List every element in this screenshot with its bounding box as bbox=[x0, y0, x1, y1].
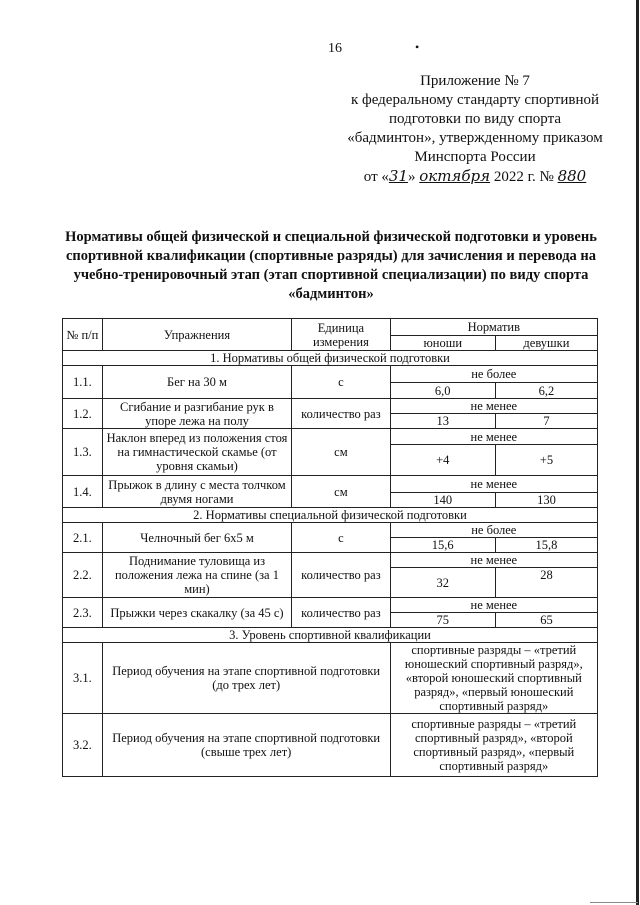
row-condition: не менее bbox=[390, 476, 597, 493]
section-title: 1. Нормативы общей физической подготовки bbox=[63, 351, 598, 366]
row-exercise: Прыжок в длину с места толчком двумя ногами bbox=[102, 476, 291, 508]
page-edge bbox=[636, 0, 639, 905]
row-girls: 28 bbox=[495, 568, 597, 598]
row-num: 2.3. bbox=[63, 598, 103, 628]
row-unit: с bbox=[292, 366, 390, 399]
row-exercise: Поднимание туловища из положения лежа на спине (за 1 мин) bbox=[102, 553, 291, 598]
appendix-block bbox=[345, 72, 605, 187]
appendix-line: подготовки по виду спорта bbox=[389, 111, 561, 127]
row-requirement: спортивные разряды – «третий спортивный разряд», «второй спортивный разряд», «первый спортивный разряд» bbox=[390, 714, 597, 777]
row-girls: 15,8 bbox=[495, 538, 597, 553]
row-girls: 7 bbox=[495, 414, 597, 429]
appendix-line: «бадминтон», утвержденному приказом bbox=[347, 130, 603, 146]
row-girls: 130 bbox=[495, 493, 597, 508]
row-num: 2.1. bbox=[63, 523, 103, 553]
appendix-line: к федеральному стандарту спортивной bbox=[350, 92, 600, 108]
row-num: 3.2. bbox=[63, 714, 103, 777]
section-title: 3. Уровень спортивной квалификации bbox=[63, 628, 598, 643]
row-condition: не более bbox=[390, 366, 597, 383]
row-boys: 140 bbox=[390, 493, 495, 508]
row-exercise: Челночный бег 6х5 м bbox=[102, 523, 291, 553]
header-unit: Единица измерения bbox=[292, 319, 390, 351]
row-condition: не более bbox=[390, 523, 597, 538]
row-num: 1.1. bbox=[63, 366, 103, 399]
row-unit: количество раз bbox=[292, 598, 390, 628]
appendix-line: Приложение № 7 bbox=[420, 73, 530, 89]
document-title: Нормативы общей физической и специальной физической подготовки и уровень спортивной квалификации (спортивные разряды) для зачисления и перевода на учебно-тренировочный этап (этап спортивной специализации) по виду спорта «бадминтон» bbox=[65, 229, 597, 302]
row-condition: не менее bbox=[390, 598, 597, 613]
date-day: 31 bbox=[388, 167, 408, 185]
row-exercise: Сгибание и разгибание рук в упоре лежа на полу bbox=[102, 399, 291, 429]
row-exercise: Период обучения на этапе спортивной подготовки (до трех лет) bbox=[102, 643, 390, 714]
appendix-date-line: от «31» октября 2022 г. № 880 bbox=[363, 167, 587, 185]
row-exercise: Период обучения на этапе спортивной подготовки (свыше трех лет) bbox=[102, 714, 390, 777]
row-boys: 75 bbox=[390, 613, 495, 628]
section-title: 2. Нормативы специальной физической подготовки bbox=[63, 508, 598, 523]
row-num: 2.2. bbox=[63, 553, 103, 598]
row-exercise: Прыжки через скакалку (за 45 с) bbox=[102, 598, 291, 628]
row-condition: не менее bbox=[390, 399, 597, 414]
row-num: 1.2. bbox=[63, 399, 103, 429]
page-edge-bottom bbox=[590, 902, 638, 903]
order-number: 880 bbox=[557, 167, 587, 185]
row-unit: количество раз bbox=[292, 553, 390, 598]
row-boys: 32 bbox=[390, 568, 495, 598]
row-unit: с bbox=[292, 523, 390, 553]
norms-table bbox=[62, 318, 598, 777]
row-condition: не менее bbox=[390, 553, 597, 568]
row-num: 1.3. bbox=[63, 429, 103, 476]
appendix-line: Минспорта России bbox=[414, 149, 536, 165]
scan-dot: • bbox=[415, 40, 420, 54]
header-exercise: Упражнения bbox=[102, 319, 291, 351]
row-num: 3.1. bbox=[63, 643, 103, 714]
row-boys: +4 bbox=[390, 445, 495, 476]
row-unit: см bbox=[292, 429, 390, 476]
row-unit: см bbox=[292, 476, 390, 508]
header-num: № п/п bbox=[63, 319, 103, 351]
row-exercise: Бег на 30 м bbox=[102, 366, 291, 399]
page-number: 16 bbox=[328, 41, 342, 56]
row-unit: количество раз bbox=[292, 399, 390, 429]
row-boys: 13 bbox=[390, 414, 495, 429]
row-girls: 65 bbox=[495, 613, 597, 628]
row-boys: 6,0 bbox=[390, 383, 495, 399]
row-condition: не менее bbox=[390, 429, 597, 445]
row-girls: 6,2 bbox=[495, 383, 597, 399]
row-num: 1.4. bbox=[63, 476, 103, 508]
row-exercise: Наклон вперед из положения стоя на гимнастической скамье (от уровня скамьи) bbox=[102, 429, 291, 476]
header-girls: девушки bbox=[495, 336, 597, 351]
header-norm: Норматив bbox=[390, 319, 597, 336]
row-boys: 15,6 bbox=[390, 538, 495, 553]
header-boys: юноши bbox=[390, 336, 495, 351]
row-girls: +5 bbox=[495, 445, 597, 476]
date-month: октября bbox=[419, 167, 491, 185]
row-requirement: спортивные разряды – «третий юношеский спортивный разряд», «второй юношеский спортивный разряд», «первый юношеский спортивный разряд» bbox=[390, 643, 597, 714]
